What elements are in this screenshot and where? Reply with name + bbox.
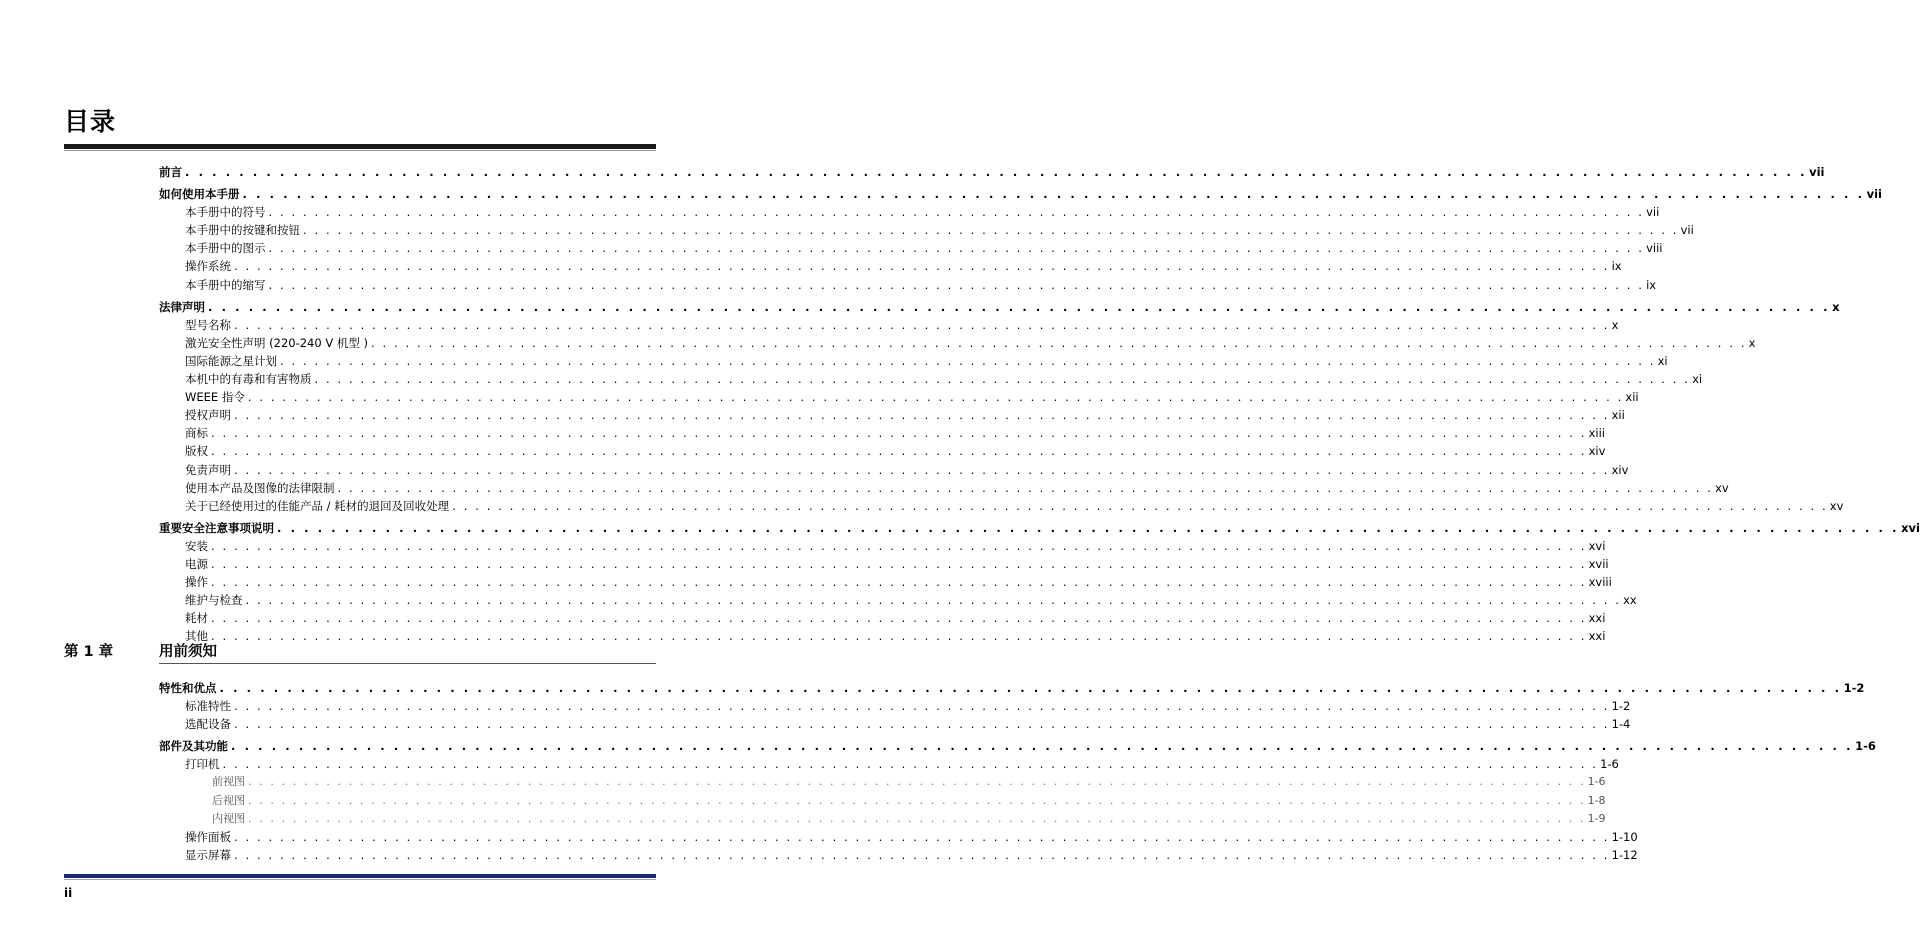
toc-entry[interactable]: [159, 497, 1844, 515]
toc-entry-title: 重要安全注意事项说明: [159, 520, 274, 535]
chapter-rule: [159, 663, 656, 664]
toc-leader-dots: . . . . . . . . . . . . . . . . . . . . . . . . . . . . . . . . . . . . . . . . . . . . . . . . . . . . . . . . . . . . . . . . . . . . . . . . . . . . . . . . . . . . . . . . . . . . . . . . . . . . . . . . . . . . . . . . . . . . . . . .: [280, 353, 1656, 368]
toc-leader-dots: . . . . . . . . . . . . . . . . . . . . . . . . . . . . . . . . . . . . . . . . . . . . . . . . . . . . . . . . . . . . . . . . . . . . . . . . . . . . . . . . . . . . . . . . . . . . . . . . . . . . . . . . . . . . . . . . . . . . . . . .: [245, 593, 1622, 608]
front-toc: [159, 163, 1920, 645]
toc-entry-page: 1-6: [1855, 739, 1876, 754]
toc-leader-dots: . . . . . . . . . . . . . . . . . . . . . . . . . . . . . . . . . . . . . . . . . . . . . . . . . . . . . . . . . . . . . . . . . . . . . . . . . . . . . . . . . . . . . . . . . . . . . . . . . . . . . . . . . . . . . . . . . . . . . . . .: [242, 187, 1865, 202]
toc-entry-page: xii: [1611, 408, 1625, 423]
toc-entry[interactable]: [159, 334, 1756, 352]
toc-entry[interactable]: [159, 370, 1703, 388]
toc-leader-dots: . . . . . . . . . . . . . . . . . . . . . . . . . . . . . . . . . . . . . . . . . . . . . . . . . . . . . . . . . . . . . . . . . . . . . . . . . . . . . . . . . . . . . . . . . . . . . . . . . . . . . . . . . . . . . . . . . . . . . . . .: [211, 426, 1587, 441]
toc-entry[interactable]: [159, 352, 1668, 370]
toc-leader-dots: . . . . . . . . . . . . . . . . . . . . . . . . . . . . . . . . . . . . . . . . . . . . . . . . . . . . . . . . . . . . . . . . . . . . . . . . . . . . . . . . . . . . . . . . . . . . . . . . . . . . . . . . . . . . . . . . . . . . . . . .: [371, 335, 1747, 350]
toc-leader-dots: . . . . . . . . . . . . . . . . . . . . . . . . . . . . . . . . . . . . . . . . . . . . . . . . . . . . . . . . . . . . . . . . . . . . . . . . . . . . . . . . . . . . . . . . . . . . . . . . . . . . . . . . . . . . . . . . . . . . . . . .: [234, 462, 1610, 477]
toc-entry-title: 型号名称: [185, 317, 231, 332]
toc-leader-dots: . . . . . . . . . . . . . . . . . . . . . . . . . . . . . . . . . . . . . . . . . . . . . . . . . . . . . . . . . . . . . . . . . . . . . . . . . . . . . . . . . . . . . . . . . . . . . . . . . . . . . . . . . . . . . . . . . . . . . . . .: [337, 480, 1714, 495]
toc-entry-page: xv: [1715, 480, 1729, 495]
toc-entry-title: 免责声明: [185, 462, 231, 477]
toc-entry-title: 其他: [185, 629, 208, 644]
toc-entry[interactable]: [159, 388, 1639, 406]
toc-entry-page: ix: [1611, 259, 1622, 274]
toc-leader-dots: . . . . . . . . . . . . . . . . . . . . . . . . . . . . . . . . . . . . . . . . . . . . . . . . . . . . . . . . . . . . . . . . . . . . . . . . . . . . . . . . . . . . . . . . . . . . . . . . . . . . . . . . . . . . . . . . . . . . . . . .: [268, 241, 1645, 256]
toc-leader-dots: . . . . . . . . . . . . . . . . . . . . . . . . . . . . . . . . . . . . . . . . . . . . . . . . . . . . . . . . . . . . . . . . . . . . . . . . . . . . . . . . . . . . . . . . . . . . . . . . . . . . . . . . . . . . . . . . . . . . . . . .: [234, 408, 1610, 423]
chapter-toc: [159, 679, 1876, 864]
toc-entry[interactable]: [159, 406, 1625, 424]
toc-leader-dots: . . . . . . . . . . . . . . . . . . . . . . . . . . . . . . . . . . . . . . . . . . . . . . . . . . . . . . . . . . . . . . . . . . . . . . . . . . . . . . . . . . . . . . . . . . . . . . . . . . . . . . . . . . . . . . . . . . . . . . . .: [452, 498, 1828, 513]
toc-entry-title: 商标: [185, 426, 208, 441]
toc-subentry[interactable]: [159, 792, 1606, 810]
toc-leader-dots: . . . . . . . . . . . . . . . . . . . . . . . . . . . . . . . . . . . . . . . . . . . . . . . . . . . . . . . . . . . . . . . . . . . . . . . . . . . . . . . . . . . . . . . . . . . . . . . . . . . . . . . . . . . . . . . . . . . . . . . .: [231, 739, 1854, 754]
toc-entry-page: xiv: [1588, 444, 1606, 459]
toc-entry-title: 部件及其功能: [159, 739, 228, 754]
toc-entry[interactable]: [159, 627, 1606, 645]
toc-leader-dots: . . . . . . . . . . . . . . . . . . . . . . . . . . . . . . . . . . . . . . . . . . . . . . . . . . . . . . . . . . . . . . . . . . . . . . . . . . . . . . . . . . . . . . . . . . . . . . . . . . . . . . . . . . . . . . . . . . . . . . . .: [247, 390, 1624, 405]
toc-leader-dots: . . . . . . . . . . . . . . . . . . . . . . . . . . . . . . . . . . . . . . . . . . . . . . . . . . . . . . . . . . . . . . . . . . . . . . . . . . . . . . . . . . . . . . . . . . . . . . . . . . . . . . . . . . . . . . . . . . . . . . . .: [303, 223, 1679, 238]
toc-entry-page: xv: [1829, 498, 1844, 513]
toc-entry[interactable]: [159, 239, 1663, 257]
toc-leader-dots: . . . . . . . . . . . . . . . . . . . . . . . . . . . . . . . . . . . . . . . . . . . . . . . . . . . . . . . . . . . . . . . . . . . . . . . . . . . . . . . . . . . . . . . . . . . . . . . . . . . . . . . . . . . . . . . . . . . . . . . .: [234, 847, 1610, 862]
toc-entry-title: 标准特性: [185, 699, 231, 714]
toc-leader-dots: . . . . . . . . . . . . . . . . . . . . . . . . . . . . . . . . . . . . . . . . . . . . . . . . . . . . . . . . . . . . . . . . . . . . . . . . . . . . . . . . . . . . . . . . . . . . . . . . . . . . . . . . . . . . . . . . . . . . . . . .: [234, 717, 1610, 732]
toc-entry-page: x: [1832, 299, 1840, 314]
toc-section-entry[interactable]: [159, 298, 1840, 316]
toc-entry-page: viii: [1646, 241, 1663, 256]
toc-leader-dots: . . . . . . . . . . . . . . . . . . . . . . . . . . . . . . . . . . . . . . . . . . . . . . . . . . . . . . . . . . . . . . . . . . . . . . . . . . . . . . . . . . . . . . . . . . . . . . . . . . . . . . . . . . . . . . . . . . . . . . . .: [211, 444, 1587, 459]
toc-entry-title: 本手册中的缩写: [185, 277, 266, 292]
toc-leader-dots: . . . . . . . . . . . . . . . . . . . . . . . . . . . . . . . . . . . . . . . . . . . . . . . . . . . . . . . . . . . . . . . . . . . . . . . . . . . . . . . . . . . . . . . . . . . . . . . . . . . . . . . . . . . . . . . . . . . . . . . .: [234, 259, 1610, 274]
toc-entry-page: 1-8: [1587, 793, 1606, 807]
toc-section-entry[interactable]: [159, 737, 1876, 755]
page-title: 目录: [64, 107, 117, 136]
toc-leader-dots: . . . . . . . . . . . . . . . . . . . . . . . . . . . . . . . . . . . . . . . . . . . . . . . . . . . . . . . . . . . . . . . . . . . . . . . . . . . . . . . . . . . . . . . . . . . . . . . . . . . . . . . . . . . . . . . . . . . . . . . .: [248, 775, 1586, 789]
toc-entry-title: 操作: [185, 575, 208, 590]
toc-leader-dots: . . . . . . . . . . . . . . . . . . . . . . . . . . . . . . . . . . . . . . . . . . . . . . . . . . . . . . . . . . . . . . . . . . . . . . . . . . . . . . . . . . . . . . . . . . . . . . . . . . . . . . . . . . . . . . . . . . . . . . . .: [268, 277, 1645, 292]
toc-entry-page: vii: [1646, 205, 1660, 220]
toc-leader-dots: . . . . . . . . . . . . . . . . . . . . . . . . . . . . . . . . . . . . . . . . . . . . . . . . . . . . . . . . . . . . . . . . . . . . . . . . . . . . . . . . . . . . . . . . . . . . . . . . . . . . . . . . . . . . . . . . . . . . . . . .: [234, 699, 1610, 714]
toc-entry[interactable]: [159, 424, 1605, 442]
toc-entry-title: 选配设备: [185, 717, 231, 732]
page-number: ii: [64, 886, 73, 900]
toc-entry[interactable]: [159, 461, 1629, 479]
toc-entry-page: 1-4: [1611, 717, 1631, 732]
toc-entry-title: 如何使用本手册: [159, 187, 240, 202]
toc-entry-page: 1-10: [1611, 829, 1638, 844]
toc-leader-dots: . . . . . . . . . . . . . . . . . . . . . . . . . . . . . . . . . . . . . . . . . . . . . . . . . . . . . . . . . . . . . . . . . . . . . . . . . . . . . . . . . . . . . . . . . . . . . . . . . . . . . . . . . . . . . . . . . . . . . . . .: [234, 829, 1610, 844]
toc-entry-title: WEEE 指令: [185, 390, 245, 405]
toc-entry[interactable]: [159, 537, 1606, 555]
toc-section-entry[interactable]: [159, 185, 1882, 203]
toc-entry[interactable]: [159, 755, 1619, 773]
toc-entry[interactable]: [159, 715, 1631, 733]
title-rule-thin: [64, 150, 656, 151]
toc-entry-title: 本机中的有毒和有害物质: [185, 372, 312, 387]
toc-entry-title: 本手册中的按键和按钮: [185, 223, 300, 238]
toc-entry[interactable]: [159, 221, 1694, 239]
toc-entry[interactable]: [159, 573, 1612, 591]
toc-entry[interactable]: [159, 316, 1619, 334]
toc-entry-title: 本手册中的图示: [185, 241, 266, 256]
toc-entry-title: 耗材: [185, 611, 208, 626]
toc-entry[interactable]: [159, 257, 1622, 275]
toc-leader-dots: . . . . . . . . . . . . . . . . . . . . . . . . . . . . . . . . . . . . . . . . . . . . . . . . . . . . . . . . . . . . . . . . . . . . . . . . . . . . . . . . . . . . . . . . . . . . . . . . . . . . . . . . . . . . . . . . . . . . . . . .: [248, 811, 1586, 825]
footer-rule-thick: [64, 874, 656, 878]
toc-entry-page: xviii: [1588, 575, 1612, 590]
toc-leader-dots: . . . . . . . . . . . . . . . . . . . . . . . . . . . . . . . . . . . . . . . . . . . . . . . . . . . . . . . . . . . . . . . . . . . . . . . . . . . . . . . . . . . . . . . . . . . . . . . . . . . . . . . . . . . . . . . . . . . . . . . .: [211, 575, 1587, 590]
toc-entry[interactable]: [159, 203, 1660, 221]
chapter-title: 用前须知: [159, 644, 217, 660]
toc-entry-title: 本手册中的符号: [185, 205, 266, 220]
toc-leader-dots: . . . . . . . . . . . . . . . . . . . . . . . . . . . . . . . . . . . . . . . . . . . . . . . . . . . . . . . . . . . . . . . . . . . . . . . . . . . . . . . . . . . . . . . . . . . . . . . . . . . . . . . . . . . . . . . . . . . . . . . .: [222, 757, 1599, 772]
toc-leader-dots: . . . . . . . . . . . . . . . . . . . . . . . . . . . . . . . . . . . . . . . . . . . . . . . . . . . . . . . . . . . . . . . . . . . . . . . . . . . . . . . . . . . . . . . . . . . . . . . . . . . . . . . . . . . . . . . . . . . . . . . .: [219, 681, 1842, 695]
toc-entry-page: 1-12: [1611, 847, 1638, 862]
toc-entry-page: xiv: [1611, 462, 1629, 477]
toc-entry-title: 国际能源之星计划: [185, 353, 277, 368]
toc-entry-title: 显示屏幕: [185, 847, 231, 862]
chapter-number: 第 1 章: [64, 644, 114, 660]
toc-entry-title: 法律声明: [159, 299, 205, 314]
toc-entry[interactable]: [159, 479, 1729, 497]
toc-entry-title: 操作面板: [185, 829, 231, 844]
toc-entry[interactable]: [159, 591, 1637, 609]
toc-leader-dots: . . . . . . . . . . . . . . . . . . . . . . . . . . . . . . . . . . . . . . . . . . . . . . . . . . . . . . . . . . . . . . . . . . . . . . . . . . . . . . . . . . . . . . . . . . . . . . . . . . . . . . . . . . . . . . . . . . . . . . . .: [268, 205, 1645, 220]
toc-entry[interactable]: [159, 609, 1606, 627]
toc-leader-dots: . . . . . . . . . . . . . . . . . . . . . . . . . . . . . . . . . . . . . . . . . . . . . . . . . . . . . . . . . . . . . . . . . . . . . . . . . . . . . . . . . . . . . . . . . . . . . . . . . . . . . . . . . . . . . . . . . . . . . . . .: [211, 556, 1587, 571]
toc-leader-dots: . . . . . . . . . . . . . . . . . . . . . . . . . . . . . . . . . . . . . . . . . . . . . . . . . . . . . . . . . . . . . . . . . . . . . . . . . . . . . . . . . . . . . . . . . . . . . . . . . . . . . . . . . . . . . . . . . . . . . . . .: [248, 793, 1586, 807]
toc-entry-page: xi: [1692, 372, 1703, 387]
toc-entry-page: xx: [1623, 593, 1637, 608]
toc-entry-page: xxi: [1588, 629, 1606, 644]
toc-entry-page: xxi: [1588, 611, 1606, 626]
toc-entry-page: ix: [1646, 277, 1657, 292]
toc-entry-page: xvi: [1901, 520, 1920, 535]
toc-leader-dots: . . . . . . . . . . . . . . . . . . . . . . . . . . . . . . . . . . . . . . . . . . . . . . . . . . . . . . . . . . . . . . . . . . . . . . . . . . . . . . . . . . . . . . . . . . . . . . . . . . . . . . . . . . . . . . . . . . . . . . . .: [314, 372, 1691, 387]
toc-entry-title: 操作系统: [185, 259, 231, 274]
toc-entry-title: 版权: [185, 444, 208, 459]
toc-entry-title: 特性和优点: [159, 681, 217, 695]
toc-entry-page: 1-2: [1611, 699, 1631, 714]
toc-entry-title: 关于已经使用过的佳能产品 / 耗材的退回及回收处理: [185, 498, 450, 513]
toc-entry[interactable]: [159, 828, 1638, 846]
toc-entry-page: 1-2: [1843, 681, 1865, 695]
toc-entry-page: xii: [1625, 390, 1639, 405]
toc-subentry[interactable]: [159, 810, 1606, 828]
title-rule-thick: [64, 144, 656, 149]
toc-entry[interactable]: [159, 276, 1657, 294]
toc-leader-dots: . . . . . . . . . . . . . . . . . . . . . . . . . . . . . . . . . . . . . . . . . . . . . . . . . . . . . . . . . . . . . . . . . . . . . . . . . . . . . . . . . . . . . . . . . . . . . . . . . . . . . . . . . . . . . . . . . . . . . . . .: [211, 629, 1587, 644]
toc-entry-title: 后视图: [212, 793, 245, 807]
toc-entry-title: 使用本产品及图像的法律限制: [185, 480, 335, 495]
toc-entry-page: xiii: [1588, 426, 1605, 441]
toc-section-entry[interactable]: [159, 519, 1920, 537]
toc-entry-page: vii: [1680, 223, 1694, 238]
toc-entry-page: 1-6: [1600, 757, 1619, 772]
toc-entry-title: 打印机: [185, 757, 220, 772]
toc-entry-page: vii: [1866, 187, 1882, 202]
toc-entry-page: x: [1748, 335, 1756, 350]
toc-entry-title: 电源: [185, 556, 208, 571]
toc-subentry[interactable]: [159, 773, 1606, 791]
toc-section-entry[interactable]: [159, 679, 1865, 697]
toc-entry[interactable]: [159, 697, 1631, 715]
toc-entry-page: 1-9: [1587, 811, 1606, 825]
toc-entry-page: xi: [1657, 353, 1668, 368]
toc-entry-page: xvi: [1588, 538, 1606, 553]
toc-entry-page: vii: [1809, 165, 1825, 179]
toc-entry-page: xvii: [1588, 556, 1609, 571]
toc-leader-dots: . . . . . . . . . . . . . . . . . . . . . . . . . . . . . . . . . . . . . . . . . . . . . . . . . . . . . . . . . . . . . . . . . . . . . . . . . . . . . . . . . . . . . . . . . . . . . . . . . . . . . . . . . . . . . . . . . . . . . . . .: [185, 165, 1808, 179]
toc-entry-title: 安装: [185, 538, 208, 553]
toc-entry-page: 1-6: [1587, 775, 1606, 789]
toc-entry-title: 维护与检查: [185, 593, 243, 608]
toc-leader-dots: . . . . . . . . . . . . . . . . . . . . . . . . . . . . . . . . . . . . . . . . . . . . . . . . . . . . . . . . . . . . . . . . . . . . . . . . . . . . . . . . . . . . . . . . . . . . . . . . . . . . . . . . . . . . . . . . . . . . . . . .: [211, 611, 1587, 626]
toc-leader-dots: . . . . . . . . . . . . . . . . . . . . . . . . . . . . . . . . . . . . . . . . . . . . . . . . . . . . . . . . . . . . . . . . . . . . . . . . . . . . . . . . . . . . . . . . . . . . . . . . . . . . . . . . . . . . . . . . . . . . . . . .: [277, 520, 1900, 535]
toc-leader-dots: . . . . . . . . . . . . . . . . . . . . . . . . . . . . . . . . . . . . . . . . . . . . . . . . . . . . . . . . . . . . . . . . . . . . . . . . . . . . . . . . . . . . . . . . . . . . . . . . . . . . . . . . . . . . . . . . . . . . . . . .: [208, 299, 1831, 314]
toc-leader-dots: . . . . . . . . . . . . . . . . . . . . . . . . . . . . . . . . . . . . . . . . . . . . . . . . . . . . . . . . . . . . . . . . . . . . . . . . . . . . . . . . . . . . . . . . . . . . . . . . . . . . . . . . . . . . . . . . . . . . . . . .: [234, 317, 1610, 332]
toc-entry-title: 前言: [159, 165, 182, 179]
toc-entry-title: 内视图: [212, 811, 245, 825]
toc-entry[interactable]: [159, 555, 1609, 573]
toc-entry-page: x: [1611, 317, 1619, 332]
footer-rule-thin: [64, 879, 656, 880]
toc-section-entry[interactable]: [159, 163, 1825, 181]
toc-entry[interactable]: [159, 442, 1606, 460]
toc-entry-title: 前视图: [212, 775, 245, 789]
toc-leader-dots: . . . . . . . . . . . . . . . . . . . . . . . . . . . . . . . . . . . . . . . . . . . . . . . . . . . . . . . . . . . . . . . . . . . . . . . . . . . . . . . . . . . . . . . . . . . . . . . . . . . . . . . . . . . . . . . . . . . . . . . .: [211, 538, 1587, 553]
toc-entry-title: 授权声明: [185, 408, 231, 423]
toc-entry-title: 激光安全性声明 (220-240 V 机型 ): [185, 335, 369, 350]
toc-entry[interactable]: [159, 846, 1638, 864]
